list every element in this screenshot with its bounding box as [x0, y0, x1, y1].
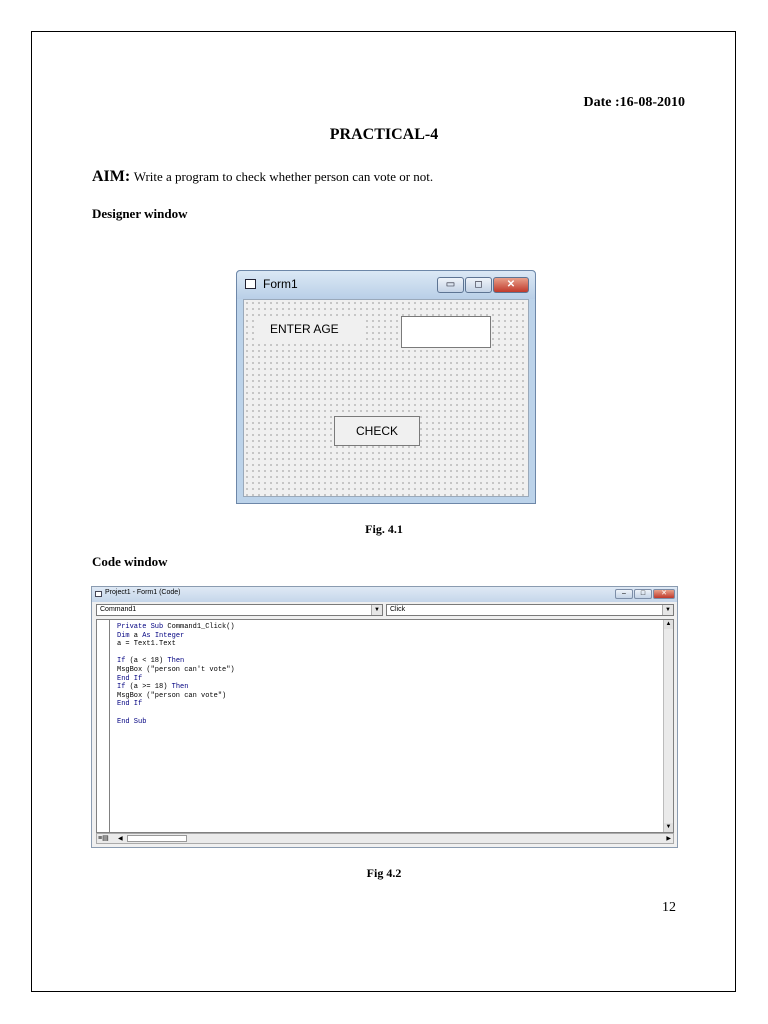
- code-minimize-button[interactable]: –: [615, 589, 633, 599]
- code-line: End Sub: [117, 717, 147, 726]
- form1-title: Form1: [263, 277, 298, 291]
- age-textbox[interactable]: [401, 316, 491, 348]
- code-window-heading: Code window: [92, 554, 168, 569]
- code-line: If (a < 18) Then: [117, 657, 185, 666]
- form-icon: [245, 279, 256, 289]
- horizontal-scrollbar[interactable]: [96, 833, 674, 844]
- view-mode-buttons[interactable]: ≡▤: [98, 835, 109, 842]
- code-editor[interactable]: [96, 619, 674, 833]
- code-line: Dim a As Integer: [117, 631, 185, 640]
- vertical-scrollbar[interactable]: [663, 620, 673, 832]
- chevron-down-icon[interactable]: ▼: [371, 605, 382, 615]
- code-line: a = Text1.Text: [117, 640, 176, 649]
- scroll-down-icon[interactable]: ▼: [665, 824, 672, 830]
- check-button[interactable]: CHECK: [334, 416, 420, 446]
- code-line: End If: [117, 700, 143, 709]
- maximize-button[interactable]: ◻: [465, 277, 492, 293]
- scroll-thumb[interactable]: [127, 835, 187, 842]
- code-line: If (a >= 18) Then: [117, 683, 189, 692]
- form1-design-surface: [243, 299, 529, 497]
- code-text: [117, 623, 235, 726]
- minimize-button[interactable]: ▭: [437, 277, 464, 293]
- project-icon: [95, 591, 102, 597]
- form1-titlebar: [237, 271, 535, 299]
- aim-label: AIM:: [92, 168, 131, 185]
- procedure-combo-value: Click: [390, 606, 406, 613]
- code-close-button[interactable]: ✕: [653, 589, 675, 599]
- scroll-up-icon[interactable]: ▲: [665, 621, 672, 627]
- date-text: Date :16-08-2010: [583, 95, 685, 110]
- code-line: [117, 709, 235, 718]
- close-button[interactable]: ✕: [493, 277, 529, 293]
- code-line: [117, 649, 235, 658]
- code-line: End If: [117, 674, 143, 683]
- code-window-title: Project1 - Form1 (Code): [105, 589, 181, 596]
- form1-window: [236, 270, 536, 504]
- aim-line: [92, 168, 433, 186]
- fig2-caption: Fig 4.2: [366, 866, 402, 880]
- procedure-combo[interactable]: [386, 604, 674, 616]
- object-combo[interactable]: [96, 604, 383, 616]
- enter-age-label: ENTER AGE: [256, 318, 366, 340]
- scroll-left-icon[interactable]: ◀: [118, 836, 123, 842]
- designer-window-heading: Designer window: [92, 206, 188, 221]
- code-line: MsgBox ("person can vote"): [117, 691, 227, 700]
- code-maximize-button[interactable]: □: [634, 589, 652, 599]
- scroll-right-icon[interactable]: ▶: [666, 836, 671, 842]
- aim-text: Write a program to check whether person can vote or not.: [133, 169, 434, 184]
- page-title: PRACTICAL-4: [329, 126, 439, 143]
- object-combo-value: Command1: [100, 606, 137, 613]
- code-margin: [97, 620, 110, 832]
- code-line: MsgBox ("person can't vote"): [117, 665, 235, 674]
- fig1-caption: Fig. 4.1: [365, 522, 403, 536]
- code-line: Private Sub Command1_Click(): [117, 623, 235, 631]
- code-window: [91, 586, 678, 848]
- code-titlebar: [92, 587, 677, 602]
- page-number: 12: [662, 900, 676, 915]
- chevron-down-icon[interactable]: ▼: [662, 605, 673, 615]
